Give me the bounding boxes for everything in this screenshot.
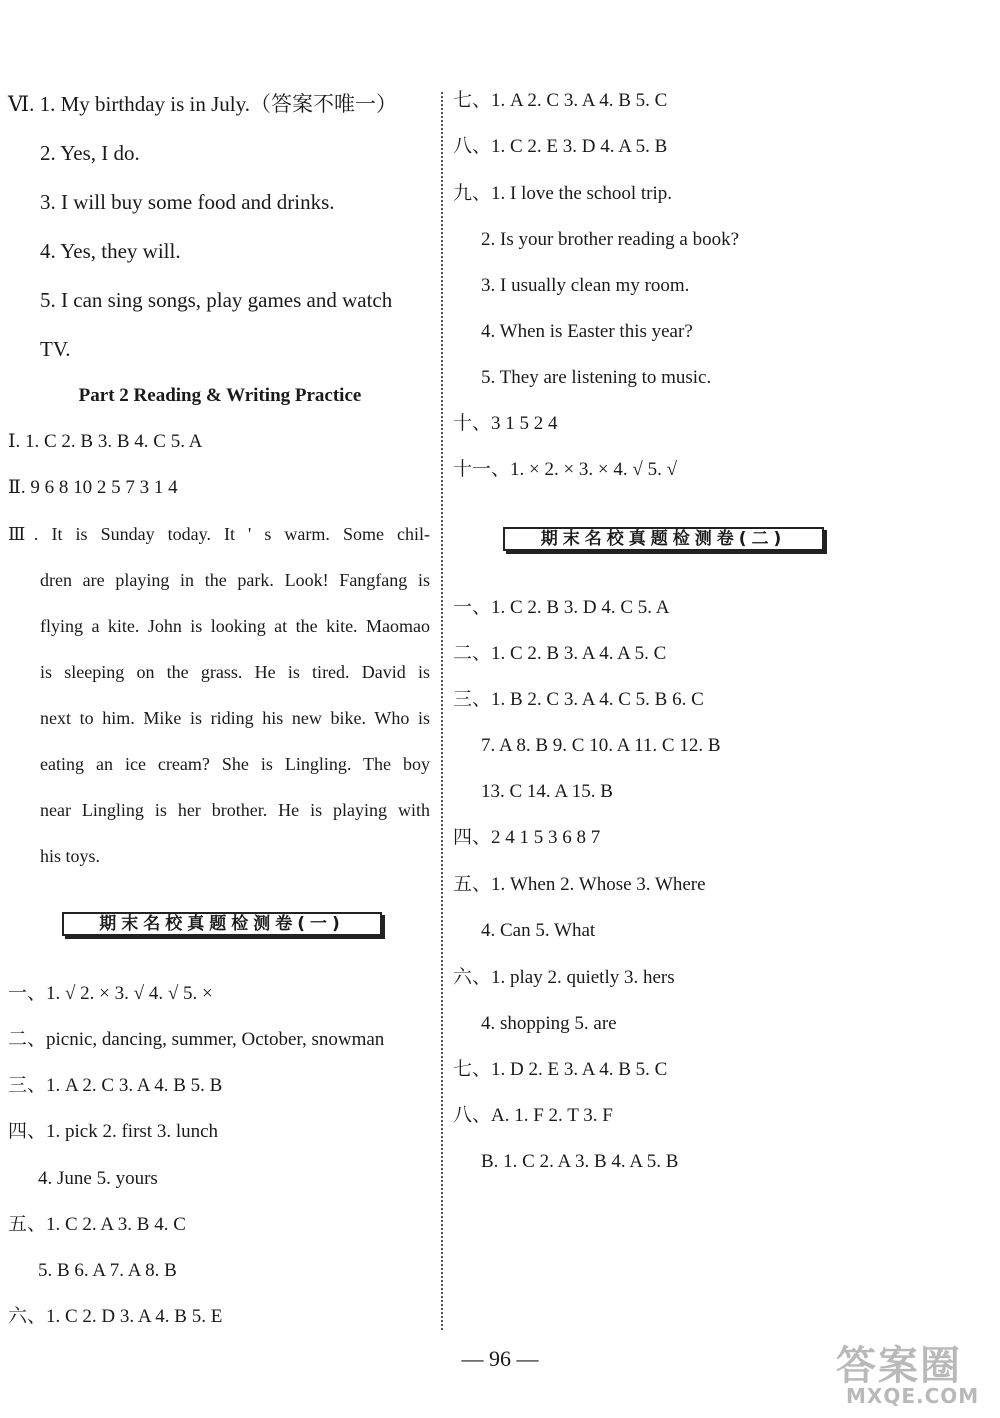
answer-line: 六、1. C 2. D 3. A 4. B 5. E [8,1306,223,1327]
answer-line: 2. Is your brother reading a book? [481,229,740,250]
test2-title-box: 期末名校真题检测卷(二) [503,527,824,551]
answer-line: Ⅰ. 1. C 2. B 3. B 4. C 5. A [8,431,203,452]
answer-line: 一、1. √ 2. × 3. √ 4. √ 5. × [8,983,213,1004]
passage-line: dren are playing in the park. Look! Fangfang is [40,570,430,590]
passage-line: his toys. [40,846,101,866]
answer-line: 7. A 8. B 9. C 10. A 11. C 12. B [481,735,721,756]
answer-line: 八、A. 1. F 2. T 3. F [453,1105,613,1126]
answer-line: 二、picnic, dancing, summer, October, snowman [8,1029,385,1050]
passage-line: next to him. Mike is riding his new bike. Who is [40,708,430,728]
answer-line: 4. June 5. yours [38,1168,158,1189]
answer-line: TV. [40,337,71,361]
answer-line: 六、1. play 2. quietly 3. hers [453,967,675,988]
answer-line: 5. B 6. A 7. A 8. B [38,1260,177,1281]
answer-line: 4. Yes, they will. [40,239,181,263]
part2-heading: Part 2 Reading & Writing Practice [78,385,362,406]
answer-line: 十、3 1 5 2 4 [453,413,558,434]
passage-line: near Lingling is her brother. He is playing with [40,800,430,820]
answer-line: 4. Can 5. What [481,920,596,941]
answer-line: 九、1. I love the school trip. [453,183,672,204]
answer-line: 三、1. B 2. C 3. A 4. C 5. B 6. C [453,689,704,710]
watermark-logo: 答案圈 [836,1343,962,1389]
answer-line: 八、1. C 2. E 3. D 4. A 5. B [453,136,668,157]
answer-line: 三、1. A 2. C 3. A 4. B 5. B [8,1075,223,1096]
passage-line: flying a kite. John is looking at the kite. Maomao [40,616,430,636]
answer-line: 一、1. C 2. B 3. D 4. C 5. A [453,597,670,618]
test1-title-box: 期末名校真题检测卷(一) [62,912,382,936]
watermark-site: MXQE.COM [846,1384,980,1408]
answer-line: 七、1. D 2. E 3. A 4. B 5. C [453,1059,668,1080]
answer-line: 二、1. C 2. B 3. A 4. A 5. C [453,643,667,664]
answer-line: Ⅵ. 1. My birthday is in July.（答案不唯一） [8,92,398,116]
answer-line: Ⅱ. 9 6 8 10 2 5 7 3 1 4 [8,477,178,498]
page-number: — 96 — [461,1346,539,1371]
answer-line: 5. I can sing songs, play games and watch [40,288,393,312]
answer-line: B. 1. C 2. A 3. B 4. A 5. B [481,1151,679,1172]
column-divider [441,92,443,1330]
answer-line: 五、1. C 2. A 3. B 4. C [8,1214,186,1235]
answer-line: 4. shopping 5. are [481,1013,617,1034]
answer-line: 五、1. When 2. Whose 3. Where [453,874,706,895]
answer-line: 四、2 4 1 5 3 6 8 7 [453,827,601,848]
answer-line: 2. Yes, I do. [40,141,140,165]
answer-line: 5. They are listening to music. [481,367,712,388]
answer-line: 四、1. pick 2. first 3. lunch [8,1121,219,1142]
answer-line: 3. I will buy some food and drinks. [40,190,335,214]
passage-line: Ⅲ. It is Sunday today. It ' s warm. Some chil- [8,524,430,544]
answer-line: 3. I usually clean my room. [481,275,690,296]
passage-line: is sleeping on the grass. He is tired. David is [40,662,430,682]
passage-line: eating an ice cream? She is Lingling. The boy [40,754,430,774]
answer-line: 13. C 14. A 15. B [481,781,613,802]
answer-line: 十一、1. × 2. × 3. × 4. √ 5. √ [453,459,678,480]
answer-line: 4. When is Easter this year? [481,321,693,342]
answer-line: 七、1. A 2. C 3. A 4. B 5. C [453,90,668,111]
